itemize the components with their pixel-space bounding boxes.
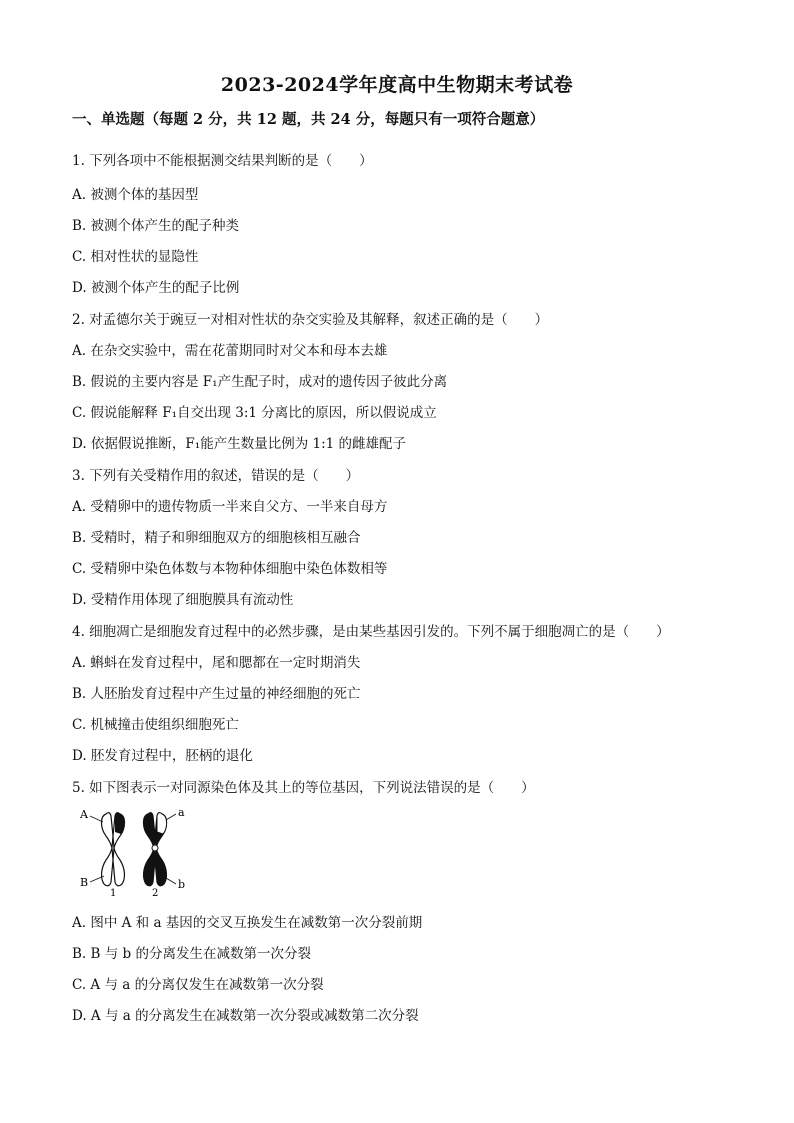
question-3-option-d: D. 受精作用体现了细胞膜具有流动性 [72,592,294,608]
question-3-option-a: A. 受精卵中的遗传物质一半来自父方、一半来自母方 [72,499,388,515]
question-4-option-b: B. 人胚胎发育过程中产生过量的神经细胞的死亡 [72,686,361,702]
label-gene-b: b [178,878,186,891]
question-2-option-b: B. 假说的主要内容是 F₁产生配子时，成对的遗传因子彼此分离 [72,374,448,390]
question-2-stem: 2. 对孟德尔关于豌豆一对相对性状的杂交实验及其解释，叙述正确的是（ ） [72,312,549,328]
page-title: 2023-2024学年度高中生物期末考试卷 [220,74,574,96]
question-3-option-c: C. 受精卵中染色体数与本物种体细胞中染色体数相等 [72,561,388,577]
label-chromosome-2: 2 [152,888,159,898]
question-1-option-a: A. 被测个体的基因型 [72,187,199,203]
question-3-stem: 3. 下列有关受精作用的叙述，错误的是（ ） [72,468,360,484]
question-4-option-c: C. 机械撞击使组织细胞死亡 [72,717,239,733]
chromosome-2 [144,813,167,886]
question-2-option-c: C. 假说能解释 F₁自交出现 3:1 分离比的原因，所以假说成立 [72,405,437,421]
label-gene-B: B [80,876,89,889]
question-2-option-d: D. 依据假说推断，F₁能产生数量比例为 1:1 的雌雄配子 [72,436,407,452]
question-5-stem: 5. 如下图表示一对同源染色体及其上的等位基因，下列说法错误的是（ ） [72,780,535,796]
question-1-stem: 1. 下列各项中不能根据测交结果判断的是（ ） [72,153,373,169]
question-1-option-c: C. 相对性状的显隐性 [72,249,199,265]
question-3-option-b: B. 受精时，精子和卵细胞双方的细胞核相互融合 [72,530,361,546]
label-gene-A: A [80,808,88,821]
question-1-option-d: D. 被测个体产生的配子比例 [72,280,240,296]
question-2-option-a: A. 在杂交实验中，需在花蕾期同时对父本和母本去雄 [72,343,388,359]
question-1-option-b: B. 被测个体产生的配子种类 [72,218,240,234]
question-5-option-b: B. B 与 b 的分离发生在减数第一次分裂 [72,946,311,962]
chromosome-1 [102,813,125,886]
section-heading: 一、单选题（每题 2 分，共 12 题，共 24 分，每题只有一项符合题意） [72,111,545,128]
question-5-option-d: D. A 与 a 的分离发生在减数第一次分裂或减数第二次分裂 [72,1008,419,1024]
question-4-option-d: D. 胚发育过程中，胚柄的退化 [72,748,253,764]
question-4-option-a: A. 蝌蚪在发育过程中，尾和腮都在一定时期消失 [72,655,361,671]
question-4-stem: 4. 细胞凋亡是细胞发育过程中的必然步骤，是由某些基因引发的。下列不属于细胞凋亡的是（ ） [72,624,670,640]
chromosome-figure [76,804,196,898]
question-5-option-a: A. 图中 A 和 a 基因的交叉互换发生在减数第一次分裂前期 [72,915,423,931]
question-5-option-c: C. A 与 a 的分离仅发生在减数第一次分裂 [72,977,324,993]
label-gene-a: a [178,806,185,819]
label-chromosome-1: 1 [110,888,117,898]
